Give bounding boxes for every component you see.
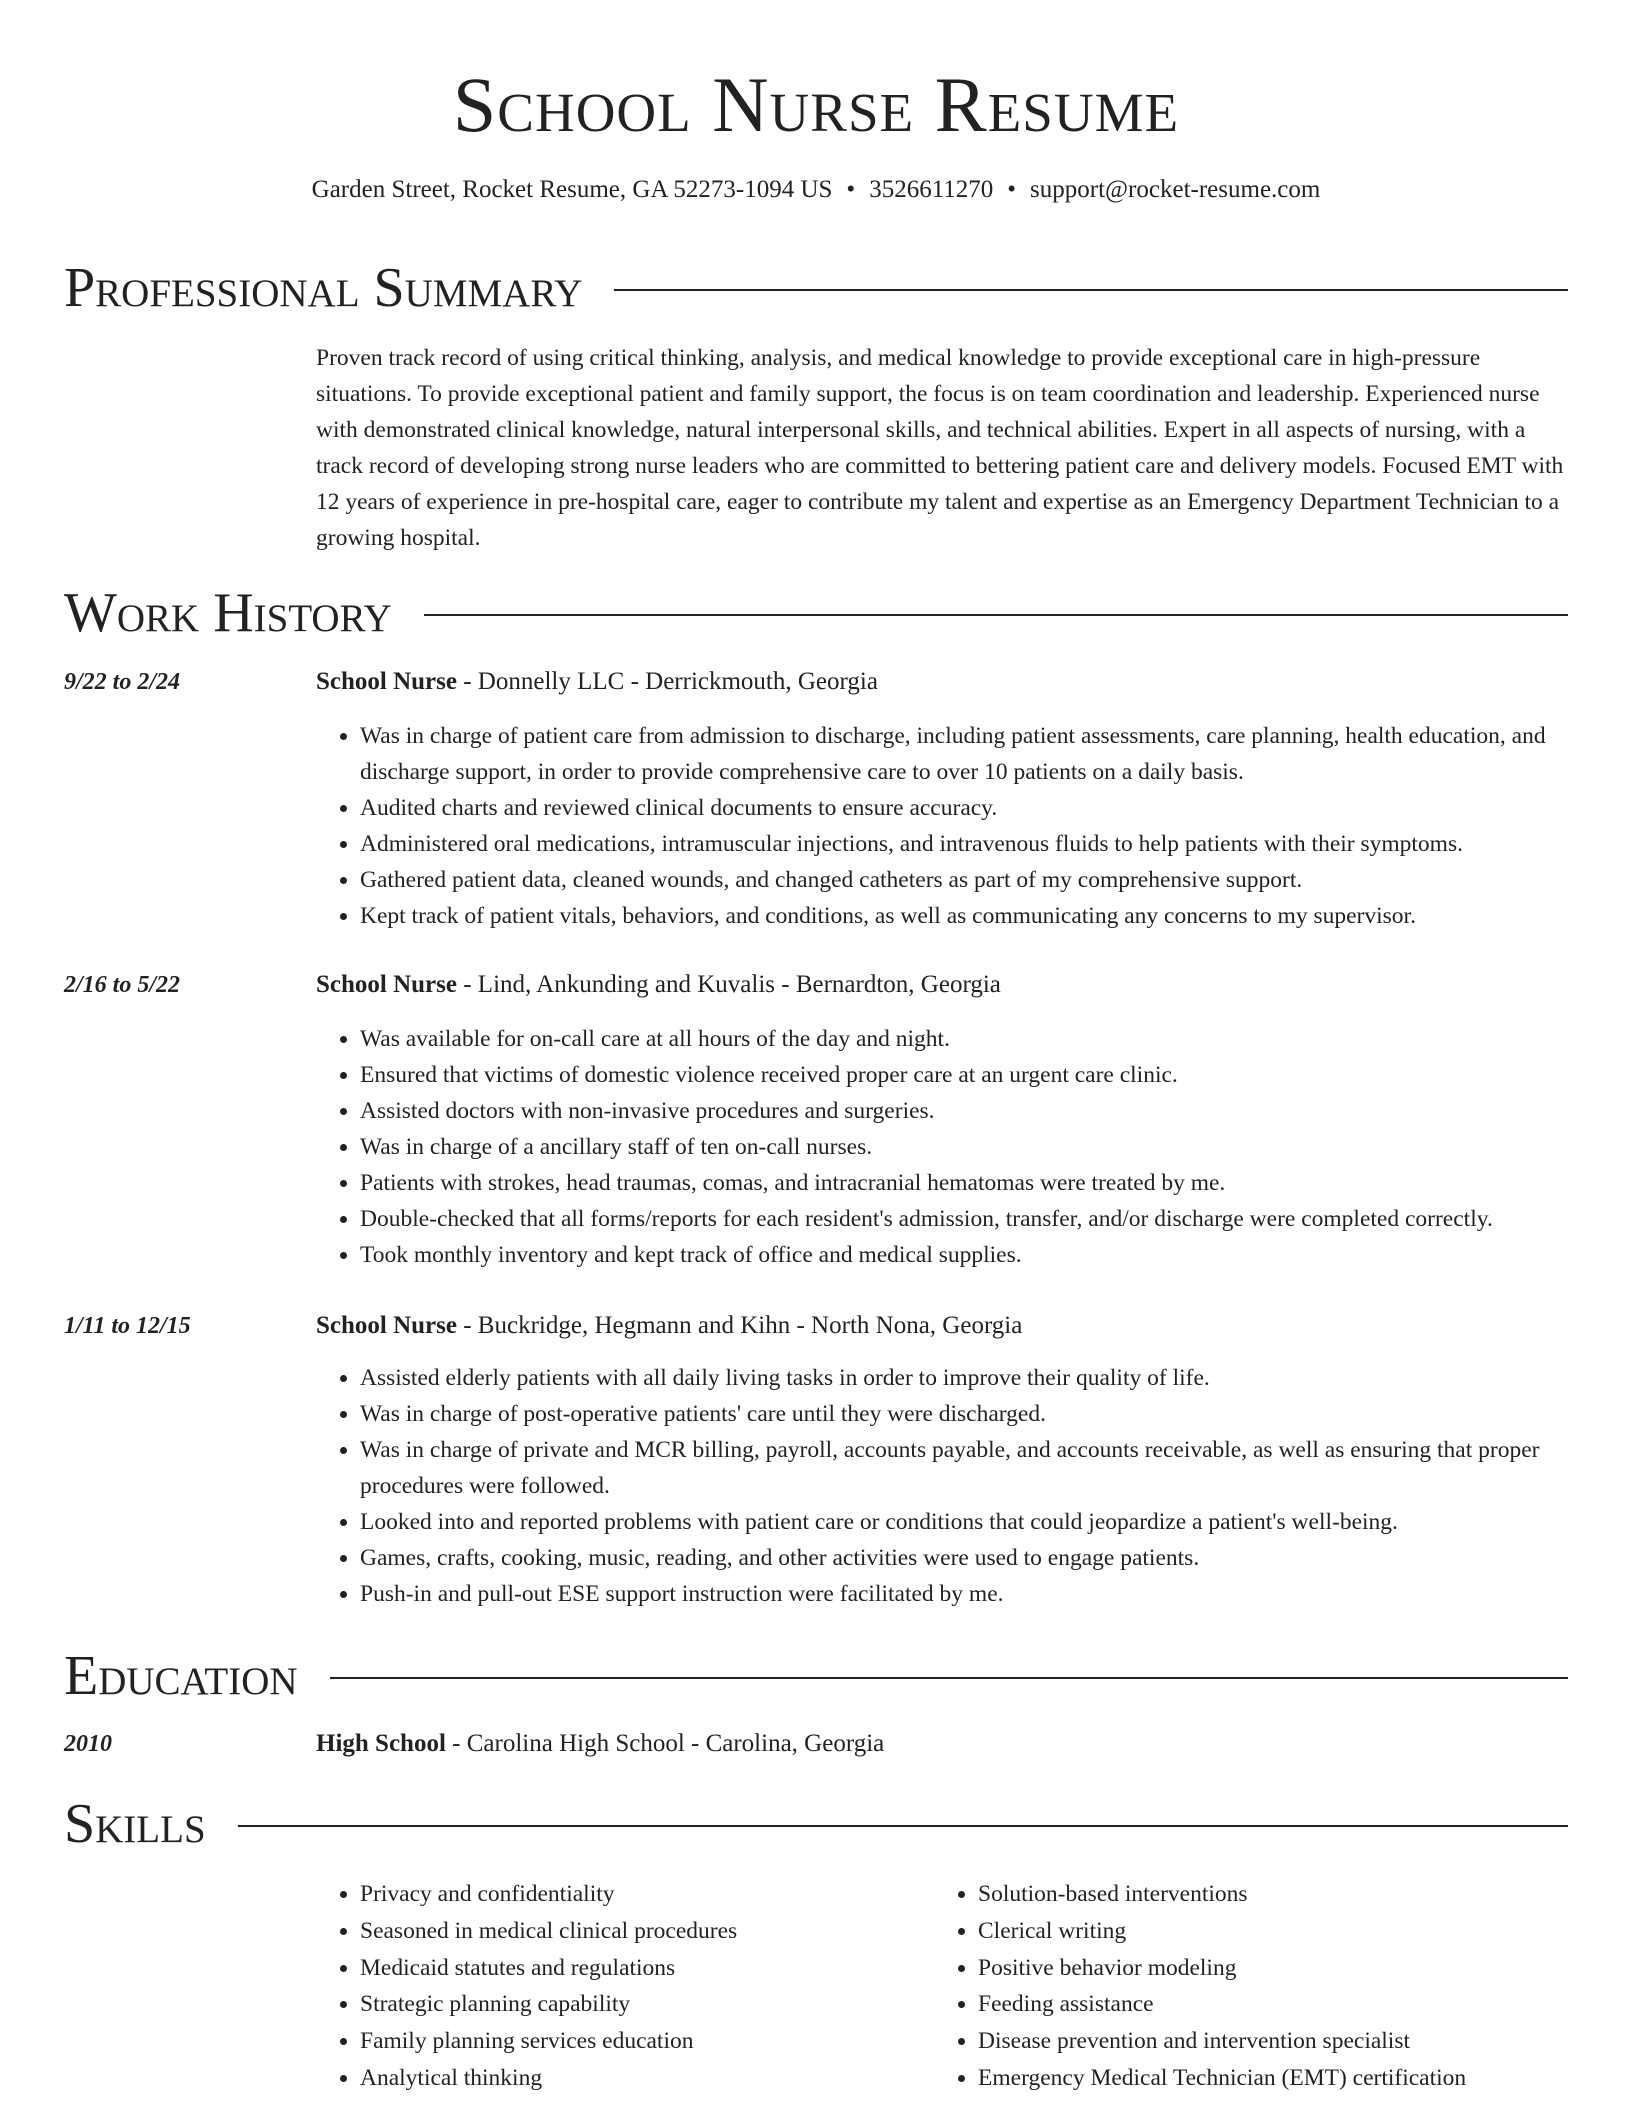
contact-separator: • (846, 176, 856, 203)
skill-item: • Solution-based interventions (978, 1876, 1612, 1913)
skill-item: • Emergency Medical Technician (EMT) certification (978, 2060, 1612, 2097)
job-dates: 9/22 to 2/24 (64, 669, 181, 695)
skill-item: • Strategic planning capability (360, 1986, 920, 2023)
contact-separator: • (1007, 176, 1017, 203)
skill-item: • Seasoned in medical clinical procedures (360, 1913, 920, 1950)
job-bullet: • Double-checked that all forms/reports for each resident's admission, transfer, and/or discharge were completed correctly. (360, 1201, 1568, 1237)
job-bullets (316, 1360, 1568, 1612)
section-rule (424, 614, 1568, 616)
job-heading (316, 664, 1568, 700)
skill-item: • Analytical thinking (360, 2060, 920, 2097)
education-school: - Carolina High School - Carolina, Georgia (445, 1730, 885, 1757)
summary-text: Proven track record of using critical thinking, analysis, and medical knowledge to provide exceptional care in high-pressure situations. To provide exceptional patient and family support, the focus is on team coordination and leadership. Experienced nurse with demonstrated clinical knowledge, natural interpersonal skills, and technical abilities. Expert in all aspects of nursing, with a track record of developing strong nurse leaders who are committed to bettering patient care and delivery models. Focused EMT with 12 years of experience in pre-hospital care, eager to contribute my talent and expertise as an Emergency Department Technician to a growing hospital. (316, 345, 1564, 551)
job-heading (316, 967, 1568, 1003)
job-employer: - Lind, Ankunding and Kuvalis - Bernardton, Georgia (456, 971, 1001, 998)
job-bullet: • Was available for on-call care at all hours of the day and night. (360, 1021, 1568, 1057)
job-bullet: • Games, crafts, cooking, music, reading, and other activities were used to engage patients. (360, 1540, 1568, 1576)
skills-list-left (316, 1876, 920, 2097)
job-bullet: • Ensured that victims of domestic violence received proper care at an urgent care clinic. (360, 1057, 1568, 1093)
section-rule (238, 1825, 1568, 1827)
job-bullet: • Audited charts and reviewed clinical documents to ensure accuracy. (360, 790, 1568, 826)
job-bullet: • Assisted doctors with non-invasive procedures and surgeries. (360, 1093, 1568, 1129)
job-bullet: • Was in charge of private and MCR billing, payroll, accounts payable, and accounts receivable, as well as ensuring that proper procedures were followed. (360, 1432, 1568, 1504)
job-dates: 1/11 to 12/15 (64, 1313, 191, 1339)
education-year: 2010 (64, 1731, 112, 1757)
job-bullet: • Was in charge of patient care from admission to discharge, including patient assessments, care planning, health education, and discharge support, in order to provide comprehensive care to over 10 patients on a daily basis. (360, 718, 1568, 790)
job-bullets (316, 1021, 1568, 1273)
education-heading (316, 1726, 1568, 1762)
section-title-work-history: Work History (64, 582, 392, 644)
job-dates: 2/16 to 5/22 (64, 972, 181, 998)
contact-email[interactable]: support@rocket-resume.com (1030, 176, 1321, 203)
job-bullet: • Push-in and pull-out ESE support instruction were facilitated by me. (360, 1576, 1568, 1612)
job-employer: - Donnelly LLC - Derrickmouth, Georgia (456, 668, 878, 695)
job-bullet: • Patients with strokes, head traumas, comas, and intracranial hematomas were treated by me. (360, 1165, 1568, 1201)
job-bullet: • Was in charge of post-operative patients' care until they were discharged. (360, 1396, 1568, 1432)
skill-item: • Feeding assistance (978, 1986, 1612, 2023)
section-header-summary (64, 258, 1568, 318)
resume-title: School Nurse Resume (452, 61, 1180, 148)
job-bullet: • Was in charge of a ancillary staff of ten on-call nurses. (360, 1129, 1568, 1165)
skill-item: • Positive behavior modeling (978, 1950, 1612, 1987)
job-bullet: • Gathered patient data, cleaned wounds, and changed catheters as part of my comprehensive support. (360, 862, 1568, 898)
skill-item: • Clerical writing (978, 1913, 1612, 1950)
section-title-education: Education (64, 1645, 298, 1707)
job-bullets (316, 718, 1568, 934)
section-rule (330, 1677, 1568, 1679)
job-title: School Nurse (316, 668, 457, 695)
section-header-work-history (64, 583, 1568, 643)
education-degree: High School (316, 1730, 446, 1757)
skill-item: • Disease prevention and intervention specialist (978, 2023, 1612, 2060)
skill-item: • Family planning services education (360, 2023, 920, 2060)
job-bullet: • Took monthly inventory and kept track of office and medical supplies. (360, 1237, 1568, 1273)
section-title-summary: Professional Summary (64, 257, 583, 319)
job-title: School Nurse (316, 971, 457, 998)
skill-item: • Privacy and confidentiality (360, 1876, 920, 1913)
job-bullet: • Assisted elderly patients with all daily living tasks in order to improve their quality of life. (360, 1360, 1568, 1396)
skill-item: • Medicaid statutes and regulations (360, 1950, 920, 1987)
contact-line (0, 174, 1632, 206)
contact-phone: 3526611270 (869, 176, 994, 203)
section-title-skills: Skills (64, 1793, 206, 1855)
section-rule (614, 289, 1568, 291)
job-bullet: • Kept track of patient vitals, behaviors, and conditions, as well as communicating any concerns to my supervisor. (360, 898, 1568, 934)
job-bullet: • Looked into and reported problems with patient care or conditions that could jeopardize a patient's well-being. (360, 1504, 1568, 1540)
section-header-education (64, 1646, 1568, 1706)
section-header-skills (64, 1794, 1568, 1854)
job-heading (316, 1308, 1568, 1344)
skills-list-right (934, 1876, 1612, 2097)
contact-address: Garden Street, Rocket Resume, GA 52273-1094 US (311, 176, 833, 203)
job-bullet: • Administered oral medications, intramuscular injections, and intravenous fluids to help patients with their symptoms. (360, 826, 1568, 862)
job-title: School Nurse (316, 1312, 457, 1339)
job-employer: - Buckridge, Hegmann and Kihn - North Nona, Georgia (456, 1312, 1023, 1339)
